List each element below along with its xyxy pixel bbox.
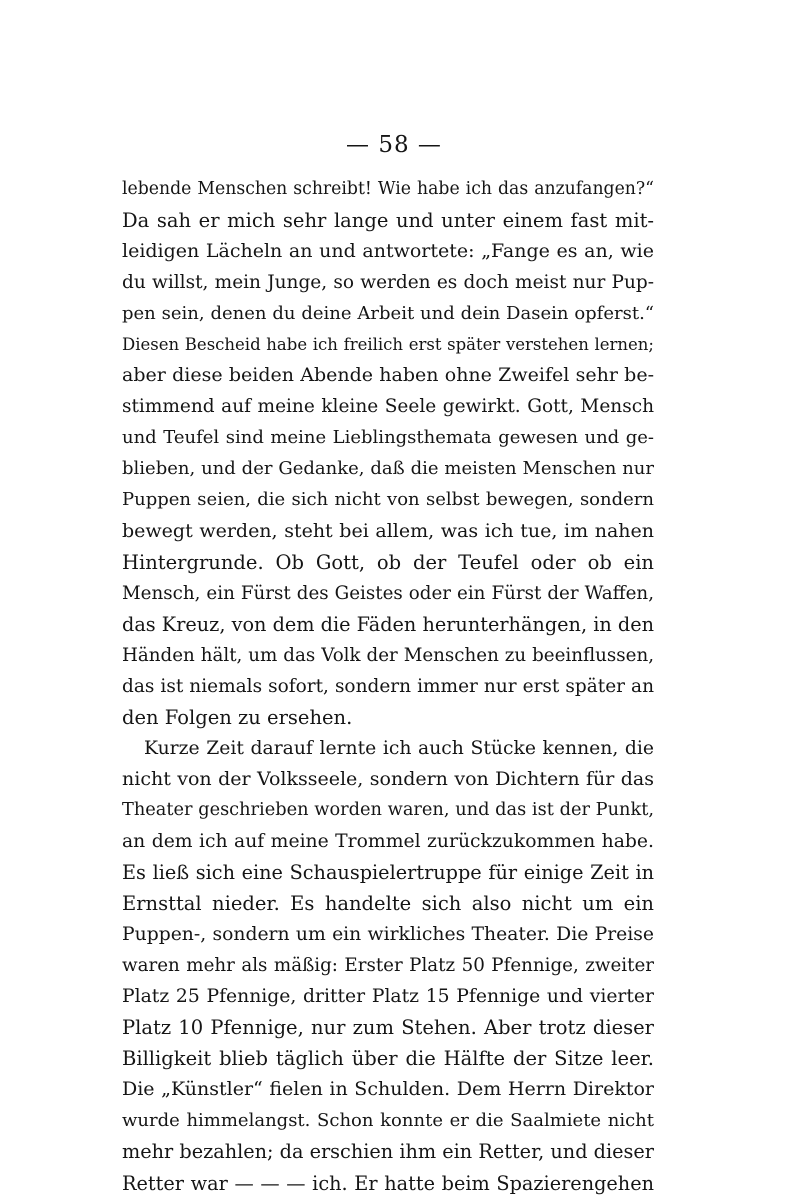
text-line: Da sah er mich sehr lange und unter einem fast mit- [122, 209, 654, 233]
text-line: aber diese beiden Abende haben ohne Zweifel sehr be- [122, 364, 654, 387]
text-line: pen sein, denen du deine Arbeit und dein Dasein opferst.“ [122, 303, 654, 325]
text-line: Die „Künstler“ fielen in Schulden. Dem Herrn Direktor [122, 1078, 654, 1101]
text-line: lebende Menschen schreibt! Wie habe ich das anzufangen?“ [122, 179, 654, 199]
text-line: Mensch, ein Fürst des Geistes oder ein Fürst der Waffen, [122, 582, 654, 604]
text-line: Händen hält, um das Volk der Menschen zu beeinflussen, [122, 644, 654, 666]
page-number: — 58 — [346, 132, 442, 158]
text-line: an dem ich auf meine Trommel zurückzukommen habe. [122, 830, 654, 852]
paragraph-first-line: Kurze Zeit darauf lernte ich auch Stücke kennen, die [144, 737, 654, 759]
text-line: du willst, mein Junge, so werden es doch meist nur Pup- [122, 272, 654, 294]
text-line: Platz 10 Pfennige, nur zum Stehen. Aber trotz dieser [122, 1016, 654, 1040]
text-line: stimmend auf meine kleine Seele gewirkt. Gott, Mensch [122, 396, 654, 418]
text-line: Puppen seien, die sich nicht von selbst bewegen, sondern [122, 489, 654, 511]
text-line: Puppen-, sondern um ein wirkliches Theater. Die Preise [122, 924, 654, 946]
text-line: und Teufel sind meine Lieblingsthemata gewesen und ge- [122, 427, 654, 449]
text-line: Hintergrunde. Ob Gott, ob der Teufel oder ob ein [122, 550, 654, 574]
paragraph-last-line: den Folgen zu ersehen. [122, 705, 353, 729]
text-line: Theater geschrieben worden waren, und das ist der Punkt, [122, 799, 654, 820]
text-line: waren mehr als mäßig: Erster Platz 50 Pfennige, zweiter [122, 955, 654, 977]
text-line: leidigen Lächeln an und antwortete: „Fange es an, wie [122, 240, 654, 263]
text-line: wurde himmelangst. Schon konnte er die Saalmiete nicht [122, 1110, 654, 1132]
text-line: das ist niemals sofort, sondern immer nur erst später an [122, 675, 654, 697]
text-line: bewegt werden, steht bei allem, was ich tue, im nahen [122, 519, 654, 542]
text-line: Diesen Bescheid habe ich freilich erst später verstehen lernen; [122, 335, 654, 355]
text-line: Es ließ sich eine Schauspielertruppe für einige Zeit in [122, 861, 654, 885]
text-line: mehr bezahlen; da erschien ihm ein Retter, und dieser [122, 1140, 654, 1164]
text-line: blieben, und der Gedanke, daß die meisten Menschen nur [122, 458, 654, 480]
text-line: Billigkeit blieb täglich über die Hälfte der Sitze leer. [122, 1047, 654, 1071]
body-text [122, 174, 654, 1199]
text-line: Retter war — — — ich. Er hatte beim Spazierengehen [122, 1171, 654, 1195]
text-line: Ernsttal nieder. Es handelte sich also nicht um ein [122, 892, 654, 916]
text-line: das Kreuz, von dem die Fäden herunterhängen, in den [122, 612, 654, 636]
text-line: nicht von der Volksseele, sondern von Dichtern für das [122, 767, 654, 790]
text-line: Platz 25 Pfennige, dritter Platz 15 Pfennige und vierter [122, 986, 654, 1008]
